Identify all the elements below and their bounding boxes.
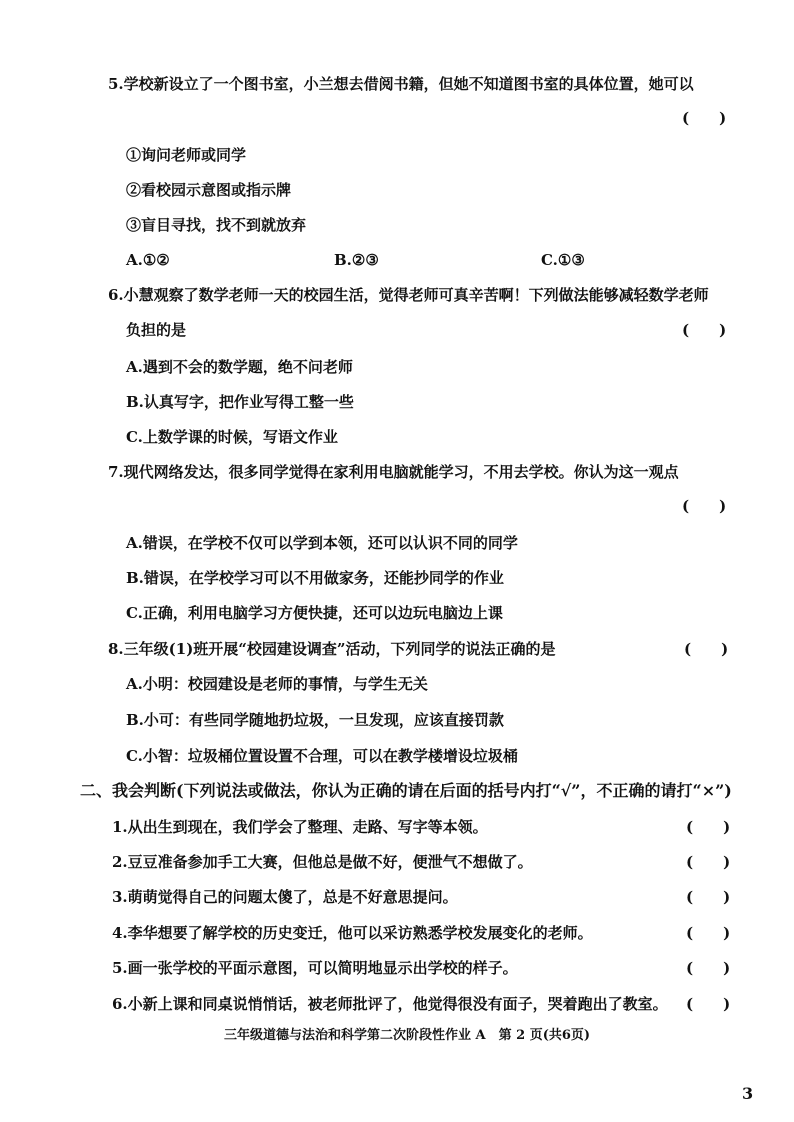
q5-option-c: C.①③: [541, 251, 585, 269]
corner-mark: 3: [742, 1084, 754, 1103]
q6-option-c: C.上数学课的时候，写语文作业: [126, 428, 338, 446]
q7-option-a: A.错误，在学校不仅可以学到本领，还可以认识不同的同学: [126, 534, 518, 552]
judge-item-5-paren: ( ): [686, 959, 731, 977]
q6-answer-paren: ( ): [682, 321, 727, 339]
q7-option-c: C.正确，利用电脑学习方便快捷，还可以边玩电脑边上课: [126, 604, 503, 622]
judge-item-5: 5.画一张学校的平面示意图，可以简明地显示出学校的样子。: [112, 959, 518, 977]
q6-stem-line1: 6.小慧观察了数学老师一天的校园生活，觉得老师可真辛苦啊！下列做法能够减轻数学老师: [108, 286, 709, 304]
judge-item-3-paren: ( ): [686, 888, 731, 906]
q7-stem: 7.现代网络发达，很多同学觉得在家利用电脑就能学习，不用去学校。你认为这一观点: [108, 463, 679, 481]
q8-answer-paren: ( ): [684, 640, 729, 658]
judge-item-4: 4.李华想要了解学校的历史变迁，他可以采访熟悉学校发展变化的老师。: [112, 924, 593, 942]
judge-item-2: 2.豆豆准备参加手工大赛，但他总是做不好，便泄气不想做了。: [112, 853, 533, 871]
judge-item-3: 3.萌萌觉得自己的问题太傻了，总是不好意思提问。: [112, 888, 458, 906]
q7-option-b: B.错误，在学校学习可以不用做家务，还能抄同学的作业: [126, 569, 504, 587]
q6-option-b: B.认真写字，把作业写得工整一些: [126, 393, 354, 411]
page-footer: 三年级道德与法治和科学第二次阶段性作业 A 第 2 页(共6页): [224, 1028, 591, 1043]
section-2-title: 二、我会判断(下列说法或做法，你认为正确的请在后面的括号内打“√”，不正确的请打“×”): [80, 781, 732, 800]
q5-item-1: ①询问老师或同学: [126, 146, 247, 164]
judge-item-1: 1.从出生到现在，我们学会了整理、走路、写字等本领。: [112, 818, 488, 836]
q5-item-2: ②看校园示意图或指示牌: [126, 181, 292, 199]
judge-item-6: 6.小新上课和同桌说悄悄话，被老师批评了，他觉得很没有面子，哭着跑出了教室。: [112, 995, 668, 1013]
judge-item-1-paren: ( ): [686, 818, 731, 836]
q6-stem-line2: 负担的是: [126, 321, 187, 339]
q5-item-3: ③盲目寻找，找不到就放弃: [126, 216, 307, 234]
q5-option-b: B.②③: [334, 251, 379, 269]
q6-option-a: A.遇到不会的数学题，绝不问老师: [126, 358, 353, 376]
q8-option-c: C.小智：垃圾桶位置设置不合理，可以在教学楼增设垃圾桶: [126, 747, 518, 765]
q8-option-a: A.小明：校园建设是老师的事情，与学生无关: [126, 675, 428, 693]
judge-item-6-paren: ( ): [686, 995, 731, 1013]
judge-item-4-paren: ( ): [686, 924, 731, 942]
q5-stem: 5.学校新设立了一个图书室，小兰想去借阅书籍，但她不知道图书室的具体位置，她可以: [108, 75, 694, 93]
q5-option-a: A.①②: [126, 251, 170, 269]
q8-option-b: B.小可：有些同学随地扔垃圾，一旦发现，应该直接罚款: [126, 711, 504, 729]
q8-stem: 8.三年级(1)班开展“校园建设调查”活动，下列同学的说法正确的是: [108, 640, 556, 658]
judge-item-2-paren: ( ): [686, 853, 731, 871]
q7-answer-paren: ( ): [682, 497, 727, 515]
q5-answer-paren: ( ): [682, 109, 727, 127]
